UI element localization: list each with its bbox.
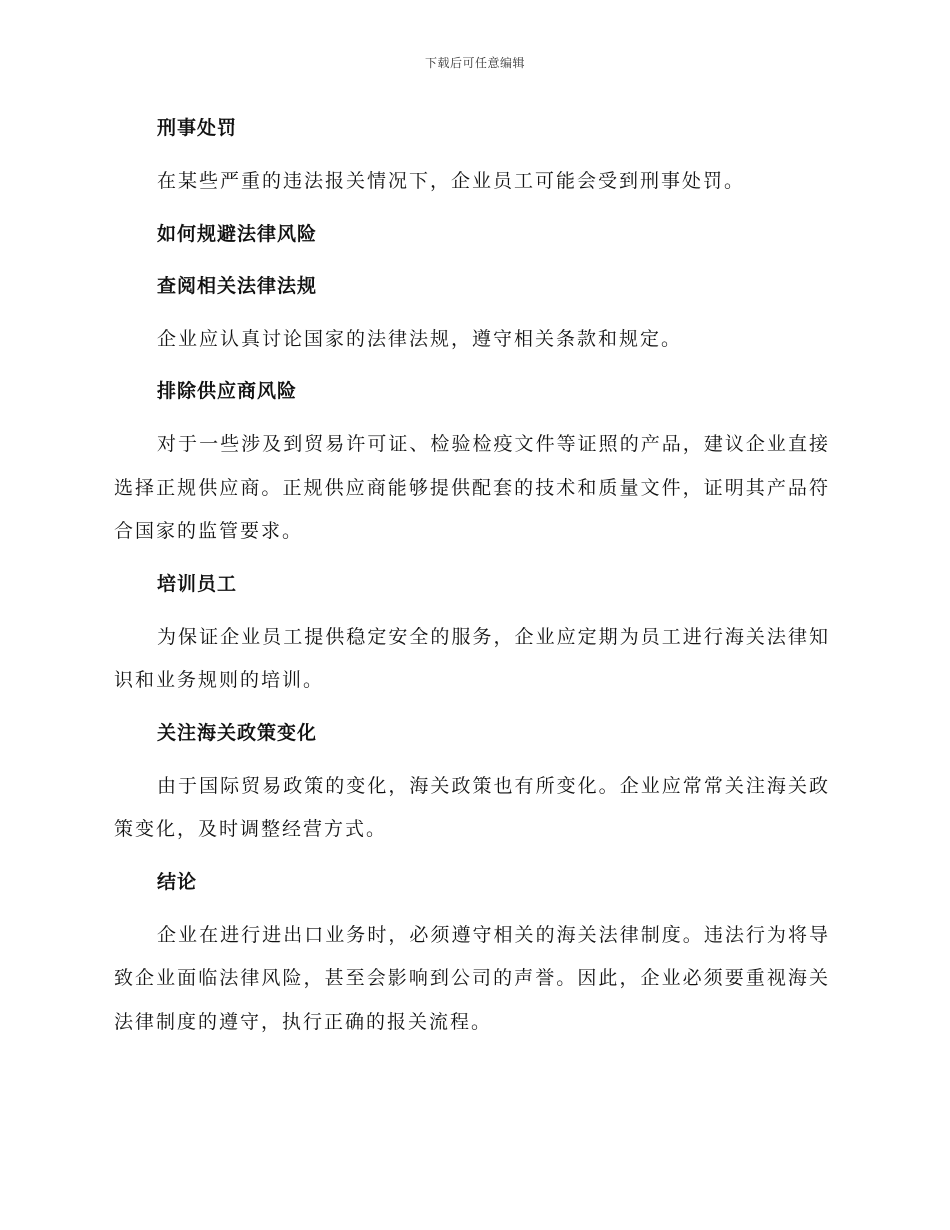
- section-heading: 关注海关政策变化: [157, 721, 318, 744]
- section-heading: 培训员工: [157, 572, 238, 595]
- section-paragraph: 在某些严重的违法报关情况下，企业员工可能会受到刑事处罚。: [157, 170, 746, 192]
- section-heading: 查阅相关法律法规: [157, 274, 318, 297]
- document-body: [114, 108, 830, 1044]
- page-header: 下载后可任意编辑: [424, 56, 525, 70]
- section-paragraph: 为保证企业员工提供稳定安全的服务，企业应定期为员工进行海关法律知识和业务规则的培训。: [114, 625, 830, 691]
- section-heading: 如何规避法律风险: [157, 222, 318, 245]
- section-heading: 结论: [157, 870, 198, 893]
- section-heading: 刑事处罚: [157, 117, 238, 139]
- section-paragraph: 由于国际贸易政策的变化，海关政策也有所变化。企业应常常关注海关政策变化，及时调整经营方式。: [114, 774, 830, 840]
- section-paragraph: 对于一些涉及到贸易许可证、检验检疫文件等证照的产品，建议企业直接选择正规供应商。正规供应商能够提供配套的技术和质量文件，证明其产品符合国家的监管要求。: [114, 433, 830, 542]
- section-heading: 排除供应商风险: [157, 380, 298, 402]
- section-paragraph: 企业应认真讨论国家的法律法规，遵守相关条款和规定。: [157, 327, 683, 350]
- section-paragraph: 企业在进行进出口业务时，必须遵守相关的海关法律制度。违法行为将导致企业面临法律风险，甚至会影响到公司的声誉。因此，企业必须要重视海关法律制度的遵守，执行正确的报关流程。: [114, 923, 830, 1033]
